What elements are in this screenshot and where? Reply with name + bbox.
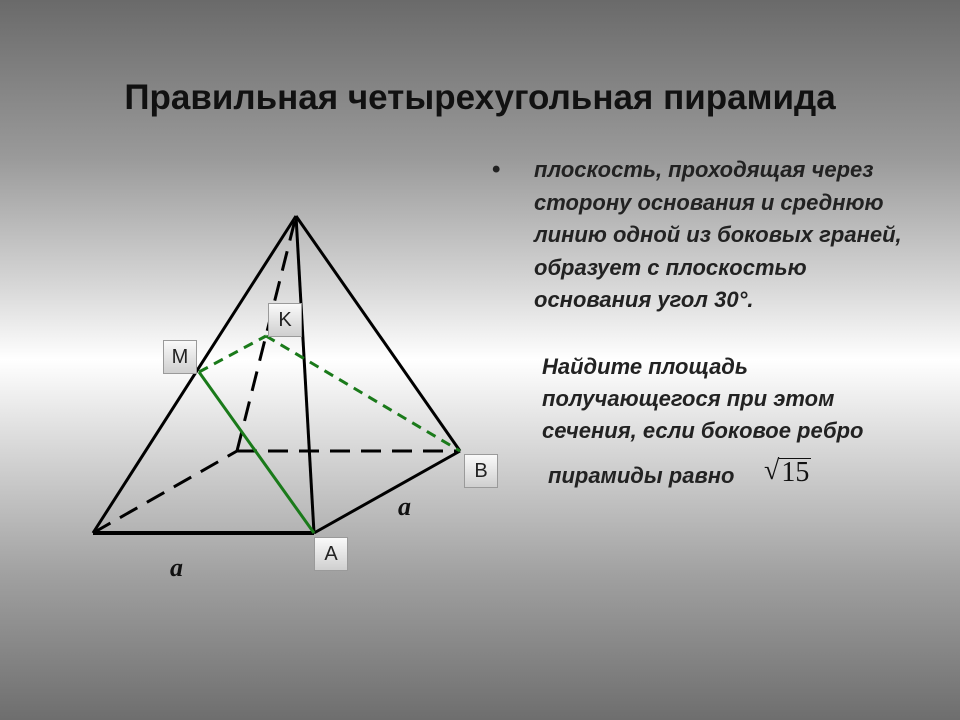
side-label-right: a [398, 492, 411, 521]
lateral-edge-right [296, 216, 460, 451]
side-label-front: a [170, 553, 183, 582]
section-line-kb [266, 336, 460, 451]
question-tail-text: пирамиды равно [548, 463, 735, 488]
sqrt-sign: √ [764, 455, 780, 486]
section-line-am [199, 372, 314, 533]
question-text: Найдите площадь получающегося при этом сечения, если боковое ребро [542, 354, 864, 443]
sqrt-expression [764, 455, 811, 487]
lateral-edge-front [296, 216, 314, 533]
condition-bullet [492, 154, 912, 317]
slide-title: Правильная четырехугольная пирамида [124, 78, 836, 117]
point-label-b: B [464, 454, 498, 488]
hidden-base-edge-left [93, 451, 237, 533]
point-label-k: K [268, 303, 302, 337]
point-label-a: A [314, 537, 348, 571]
lateral-edge-left [93, 216, 296, 533]
condition-text: плоскость, проходящая через сторону основания и среднюю линию одной из боковых граней, образует с плоскостью основания угол 30°. [534, 157, 902, 312]
point-label-m: M [163, 340, 197, 374]
sqrt-radicand: 15 [781, 457, 810, 488]
bullet-dot-icon: • [492, 156, 501, 183]
base-edge-right [314, 451, 460, 533]
